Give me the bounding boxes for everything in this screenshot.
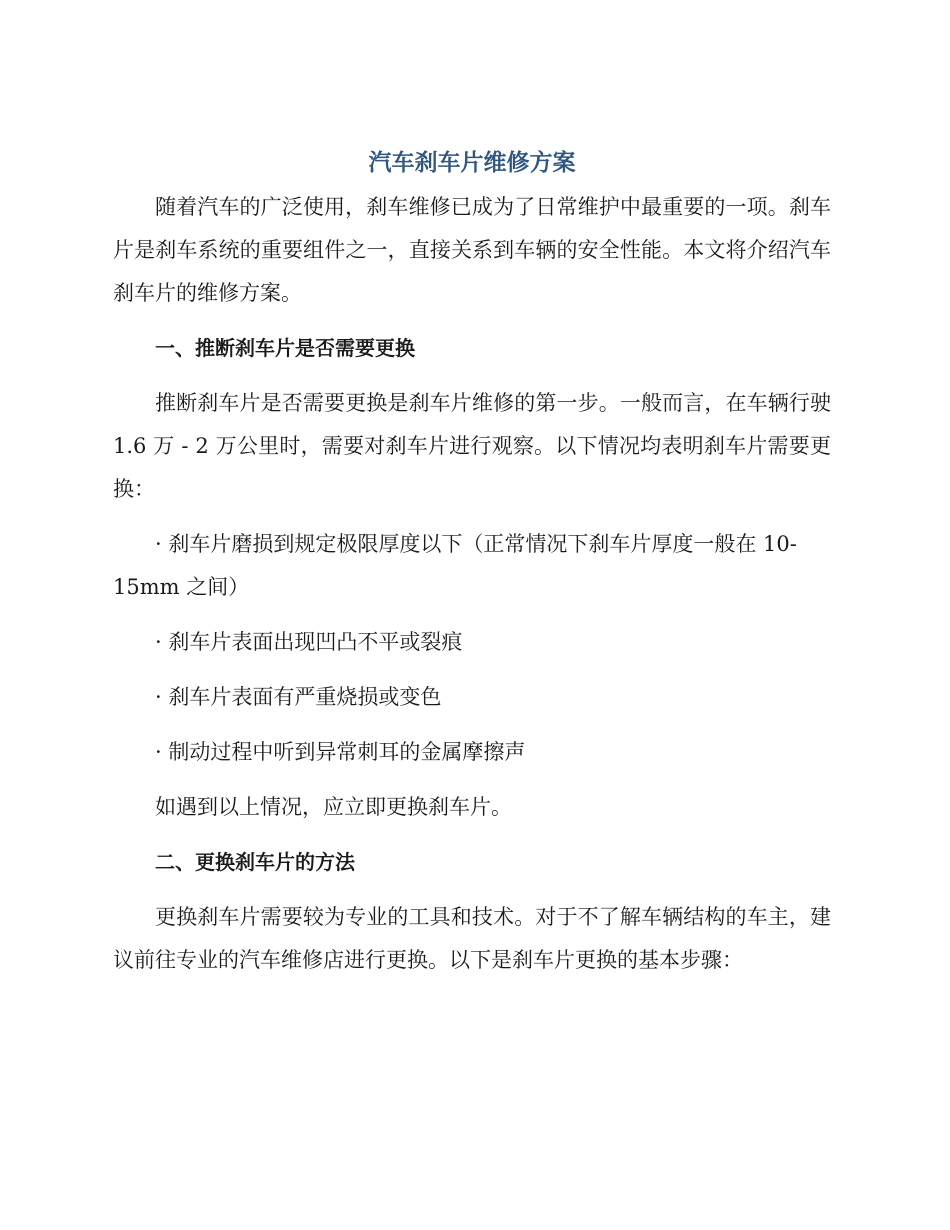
document-page	[113, 140, 831, 982]
spacer	[113, 511, 831, 523]
spacer	[113, 829, 831, 841]
section-1-conclusion: 如遇到以上情况，应立即更换刹车片。	[155, 795, 512, 819]
spacer	[113, 774, 831, 786]
spacer	[113, 664, 831, 676]
spacer	[113, 719, 831, 731]
spacer	[113, 884, 831, 896]
section-1-body: 推断刹车片是否需要更换是刹车片维修的第一步。一般而言，在车辆行驶 1.6 万 - 2 万公里时，需要对刹车片进行观察。以下情况均表明刹车片需要更换：	[113, 391, 831, 501]
section-2-body: 更换刹车片需要较为专业的工具和技术。对于不了解车辆结构的车主，建议前往专业的汽车维修店进行更换。以下是刹车片更换的基本步骤：	[113, 905, 831, 972]
section-1-heading: 一、推断刹车片是否需要更换	[155, 336, 415, 360]
section-2-heading: 二、更换刹车片的方法	[155, 850, 355, 874]
spacer	[113, 370, 831, 382]
spacer	[113, 609, 831, 621]
bullet-item-2: · 刹车片表面出现凹凸不平或裂痕	[155, 630, 463, 654]
spacer	[113, 315, 831, 327]
document-title: 汽车刹车片维修方案	[368, 150, 576, 176]
bullet-item-3: · 刹车片表面有严重烧损或变色	[155, 685, 442, 709]
bullet-item-1: · 刹车片磨损到规定极限厚度以下（正常情况下刹车片厚度一般在 10-15mm 之间）	[113, 532, 797, 599]
intro-paragraph: 随着汽车的广泛使用，刹车维修已成为了日常维护中最重要的一项。刹车片是刹车系统的重要组件之一，直接关系到车辆的安全性能。本文将介绍汽车刹车片的维修方案。	[113, 195, 831, 305]
bullet-item-4: · 制动过程中听到异常刺耳的金属摩擦声	[155, 740, 526, 764]
